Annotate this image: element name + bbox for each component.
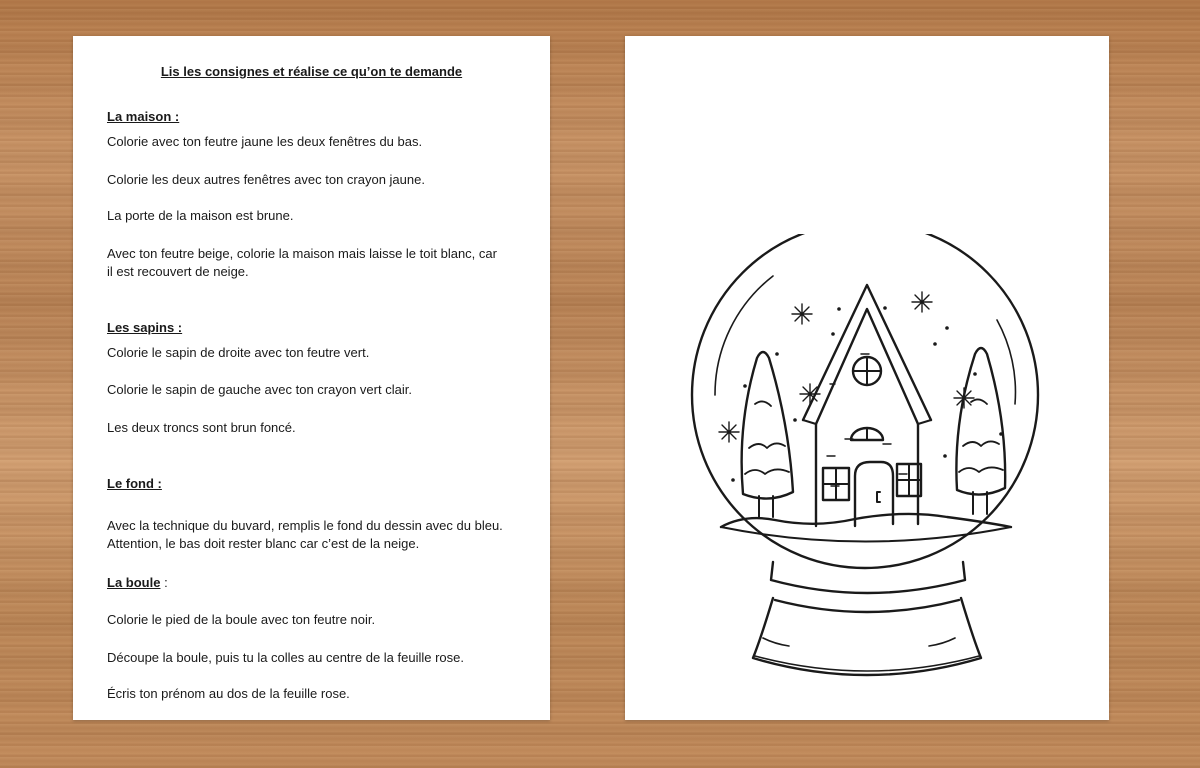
tree-right-foliage bbox=[956, 348, 1005, 495]
snow-ground bbox=[721, 514, 1011, 527]
instruction-line: Les deux troncs sont brun foncé. bbox=[107, 420, 296, 435]
snowflake-icon bbox=[912, 292, 932, 312]
instruction-line: Colorie les deux autres fenêtres avec ton crayon jaune. bbox=[107, 172, 425, 187]
instruction-line: Colorie le pied de la boule avec ton feutre noir. bbox=[107, 612, 376, 627]
house-roof-outer bbox=[803, 285, 931, 420]
globe-base bbox=[753, 562, 981, 675]
section-heading-text: Le fond : bbox=[107, 476, 162, 491]
worksheet-title: Lis les consignes et réalise ce qu’on te demande bbox=[160, 64, 463, 79]
snowflake-icon bbox=[719, 422, 739, 442]
section-heading-text: Les sapins : bbox=[107, 320, 183, 335]
instruction-line: Colorie le sapin de gauche avec ton crayon vert clair. bbox=[107, 382, 412, 397]
base-top-edge bbox=[775, 600, 959, 612]
snow-globe-illustration bbox=[685, 234, 1047, 684]
section-heading-maison bbox=[107, 109, 179, 124]
section-heading-boule bbox=[107, 575, 168, 590]
instruction-line: Avec la technique du buvard, remplis le fond du dessin avec du bleu. Attention, le bas doit rester blanc car c’est de la neige. bbox=[107, 518, 503, 551]
coloring-sheet bbox=[625, 36, 1109, 720]
section-heading-colon: : bbox=[160, 575, 168, 590]
snowflake-icon bbox=[800, 384, 820, 404]
instruction-line: Découpe la boule, puis tu la colles au centre de la feuille rose. bbox=[107, 650, 464, 665]
instruction-line: Colorie le sapin de droite avec ton feutre vert. bbox=[107, 345, 370, 360]
snowflake-icon bbox=[954, 388, 974, 408]
instruction-line: La porte de la maison est brune. bbox=[107, 208, 294, 223]
door-handle bbox=[877, 492, 880, 502]
section-heading-sapins bbox=[107, 320, 182, 335]
section-heading-text: La maison : bbox=[107, 109, 180, 124]
section-heading-text: La boule bbox=[107, 575, 161, 590]
instruction-line: Colorie avec ton feutre jaune les deux fenêtres du bas. bbox=[107, 134, 423, 149]
instruction-line: Écris ton prénom au dos de la feuille rose. bbox=[107, 686, 350, 701]
tree-right bbox=[956, 348, 1005, 514]
snow-ground-bottom bbox=[721, 527, 1011, 542]
tree-left bbox=[742, 352, 793, 517]
snowflakes bbox=[719, 292, 974, 442]
tree-left-foliage bbox=[742, 352, 793, 499]
house bbox=[803, 285, 931, 526]
snow-dots bbox=[731, 306, 1003, 482]
instruction-line: Avec ton feutre beige, colorie la maison mais laisse le toit blanc, car il est recouvert de neige. bbox=[107, 246, 497, 279]
section-heading-fond bbox=[107, 476, 162, 491]
instructions-sheet bbox=[73, 36, 550, 720]
base-collar bbox=[771, 562, 965, 593]
snowflake-icon bbox=[792, 304, 812, 324]
globe-shine-right bbox=[997, 320, 1015, 404]
